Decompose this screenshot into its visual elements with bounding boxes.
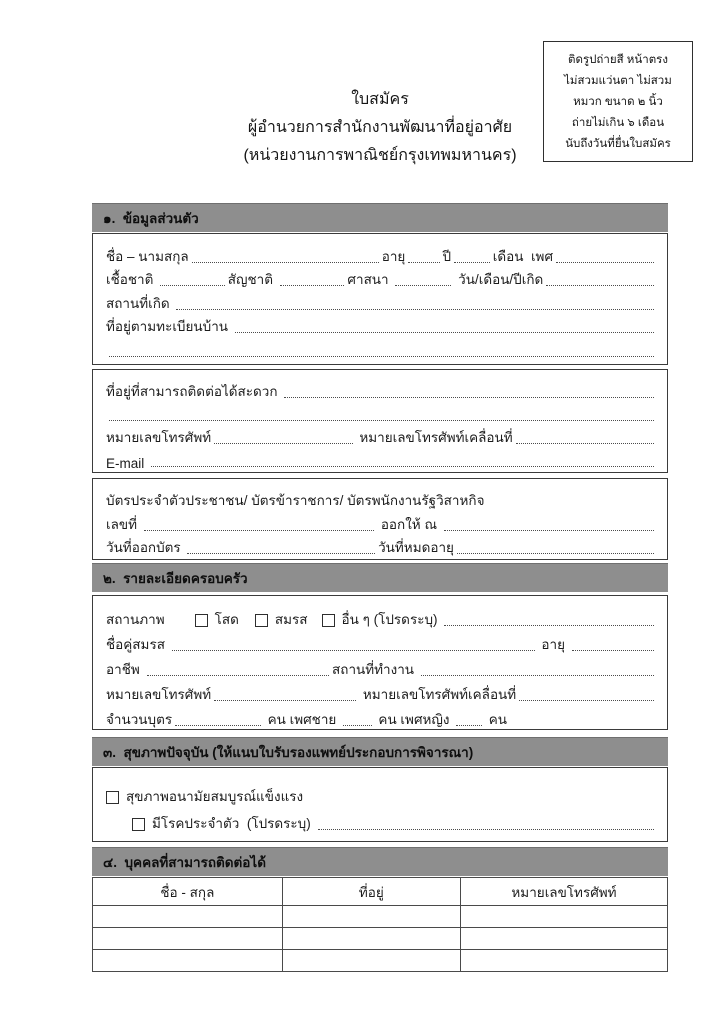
field-label: หมายเลขโทรศัพท์ [106,687,212,702]
form-line [106,425,657,448]
form-title-line-3: (หน่วยงานการพาณิชย์กรุงเทพมหานคร) [243,147,517,164]
table-row [93,928,668,950]
field-label: สมรส [274,612,308,627]
table-cell[interactable] [461,928,668,950]
photo-instruction-line: ถ่ายไม่เกิน ๖ เดือน [571,117,665,129]
dotted-input-field[interactable] [175,724,261,726]
form-line [106,511,657,534]
photo-instruction-line: หมวก ขนาด ๒ นิ้ว [573,96,663,108]
table-cell[interactable] [461,950,668,972]
form-line [106,605,657,630]
dotted-input-field[interactable] [572,649,654,651]
form-line [106,402,657,425]
form-line [106,807,657,834]
checkbox[interactable] [255,614,268,627]
form-line [106,780,657,807]
table-row [93,950,668,972]
dotted-input-field[interactable] [318,828,655,830]
dotted-input-field[interactable] [109,355,654,357]
dotted-input-field[interactable] [556,261,654,263]
table-row [93,906,668,928]
field-label: วันที่ออกบัตร [106,539,185,555]
field-label: ที่อยู่ตามทะเบียนบ้าน [106,319,232,335]
field-label: หมายเลขโทรศัพท์เคลื่อนที่ [355,430,513,445]
table-cell[interactable] [282,950,460,972]
field-label: สถานที่ทำงาน [332,662,418,677]
photo-instruction-box [543,41,693,162]
dotted-input-field[interactable] [280,284,345,286]
checkbox[interactable] [322,614,335,627]
dotted-input-field[interactable] [421,674,654,676]
column-header: ชื่อ - สกุล [93,878,283,906]
photo-instruction-line: ไม่สวมแว่นตา ไม่สวม [564,75,672,87]
field-label: อายุ [381,248,406,264]
section-3-bar: ๓. สุขภาพปัจจุบัน (ให้แนบใบรับรองแพทย์ประกอบการพิจารณา) [92,737,668,766]
section-4-bar: ๔. บุคคลที่สามารถติดต่อได้ [92,847,668,876]
form-title-line-1: ใบสมัคร [351,91,409,108]
personal-info-box [92,233,668,365]
field-label: หมายเลขโทรศัพท์ [106,430,212,445]
form-line [106,488,657,511]
dotted-input-field[interactable] [454,261,490,263]
field-label: ชื่อคู่สมรส [106,637,169,652]
table-cell[interactable] [461,906,668,928]
dotted-input-field[interactable] [546,284,654,286]
table-cell[interactable] [93,950,283,972]
form-line [106,243,657,267]
form-line [106,535,657,558]
field-label: ชื่อ – นามสกุล [106,248,189,264]
field-label: มีโรคประจำตัว (โปรดระบุ) [152,816,315,831]
photo-instruction-line: นับถึงวันที่ยื่นใบสมัคร [565,138,671,150]
contact-address-box [92,369,668,473]
field-label: โสด [214,612,239,627]
field-label: อื่น ๆ (โปรดระบุ) [341,612,442,627]
form-line [106,448,657,471]
form-line [106,314,657,338]
form-line [106,290,657,314]
dotted-input-field[interactable] [343,724,372,726]
form-line [106,705,657,730]
field-label: ที่อยู่ที่สามารถติดต่อได้สะดวก [106,384,282,399]
dotted-input-field[interactable] [176,308,654,310]
dotted-input-field[interactable] [187,552,375,554]
dotted-input-field[interactable] [160,284,225,286]
checkbox[interactable] [106,791,119,804]
field-label: ปี [442,248,452,264]
dotted-input-field[interactable] [444,529,654,531]
field-label: เลขที่ [106,516,141,532]
dotted-input-field[interactable] [444,624,654,626]
section-2-bar: ๒. รายละเอียดครอบครัว [92,563,668,592]
field-label: คน เพศชาย [263,712,341,727]
field-label: วัน/เดือน/ปีเกิด [454,272,544,288]
form-line [106,630,657,655]
dotted-input-field[interactable] [457,552,654,554]
form-line [106,655,657,680]
checkbox[interactable] [132,818,145,831]
field-label: จำนวนบุตร [106,712,173,727]
photo-instruction-line: ติดรูปถ่ายสี หน้าตรง [568,54,668,66]
field-label: คน เพศหญิง [374,712,454,727]
field-label: เชื้อชาติ [106,272,158,288]
dotted-input-field[interactable] [172,649,535,651]
form-line [106,680,657,705]
field-label: E-mail [106,456,149,471]
field-label: ออกให้ ณ [377,516,441,532]
dotted-input-field[interactable] [408,261,439,263]
emergency-contacts-table [92,877,668,972]
field-label: สุขภาพอนามัยสมบูรณ์แข็งแรง [126,789,304,804]
id-card-box [92,478,668,560]
field-label: หมายเลขโทรศัพท์เคลื่อนที่ [359,687,517,702]
field-label: สัญชาติ [227,272,277,288]
section-1-bar: ๑. ข้อมูลส่วนตัว [92,203,668,232]
dotted-input-field[interactable] [519,699,654,701]
field-label: ศาสนา [347,272,393,288]
form-title-line-2: ผู้อำนวยการสำนักงานพัฒนาที่อยู่อาศัย [247,119,513,136]
dotted-input-field[interactable] [284,396,654,398]
field-label: วันที่หมดอายุ [378,539,454,555]
table-header-row [93,878,668,906]
checkbox[interactable] [195,614,208,627]
table-cell[interactable] [282,928,460,950]
table-cell[interactable] [282,906,460,928]
dotted-input-field[interactable] [235,331,654,333]
dotted-input-field[interactable] [147,674,330,676]
dotted-input-field[interactable] [395,284,451,286]
field-label: สถานที่เกิด [106,295,174,311]
table-cell[interactable] [93,906,283,928]
dotted-input-field[interactable] [516,442,654,444]
field-label: สถานภาพ [106,612,165,627]
dotted-input-field[interactable] [456,724,482,726]
column-header: ที่อยู่ [282,878,460,906]
field-label: คน [484,712,507,727]
form-line [106,337,657,361]
dotted-input-field[interactable] [109,419,654,421]
field-label: อาชีพ [106,662,144,677]
health-box [92,767,668,842]
field-label: เดือน เพศ [492,248,554,264]
form-line [106,267,657,291]
dotted-input-field[interactable] [151,465,654,467]
dotted-input-field[interactable] [214,699,356,701]
form-line [106,379,657,402]
field-label: บัตรประจำตัวประชาชน/ บัตรข้าราชการ/ บัตรพนักงานรัฐวิสาหกิจ [106,493,485,509]
table-cell[interactable] [93,928,283,950]
field-label: อายุ [537,637,569,652]
family-box [92,595,668,730]
dotted-input-field[interactable] [214,442,352,444]
dotted-input-field[interactable] [144,529,374,531]
column-header: หมายเลขโทรศัพท์ [461,878,668,906]
dotted-input-field[interactable] [192,261,379,263]
